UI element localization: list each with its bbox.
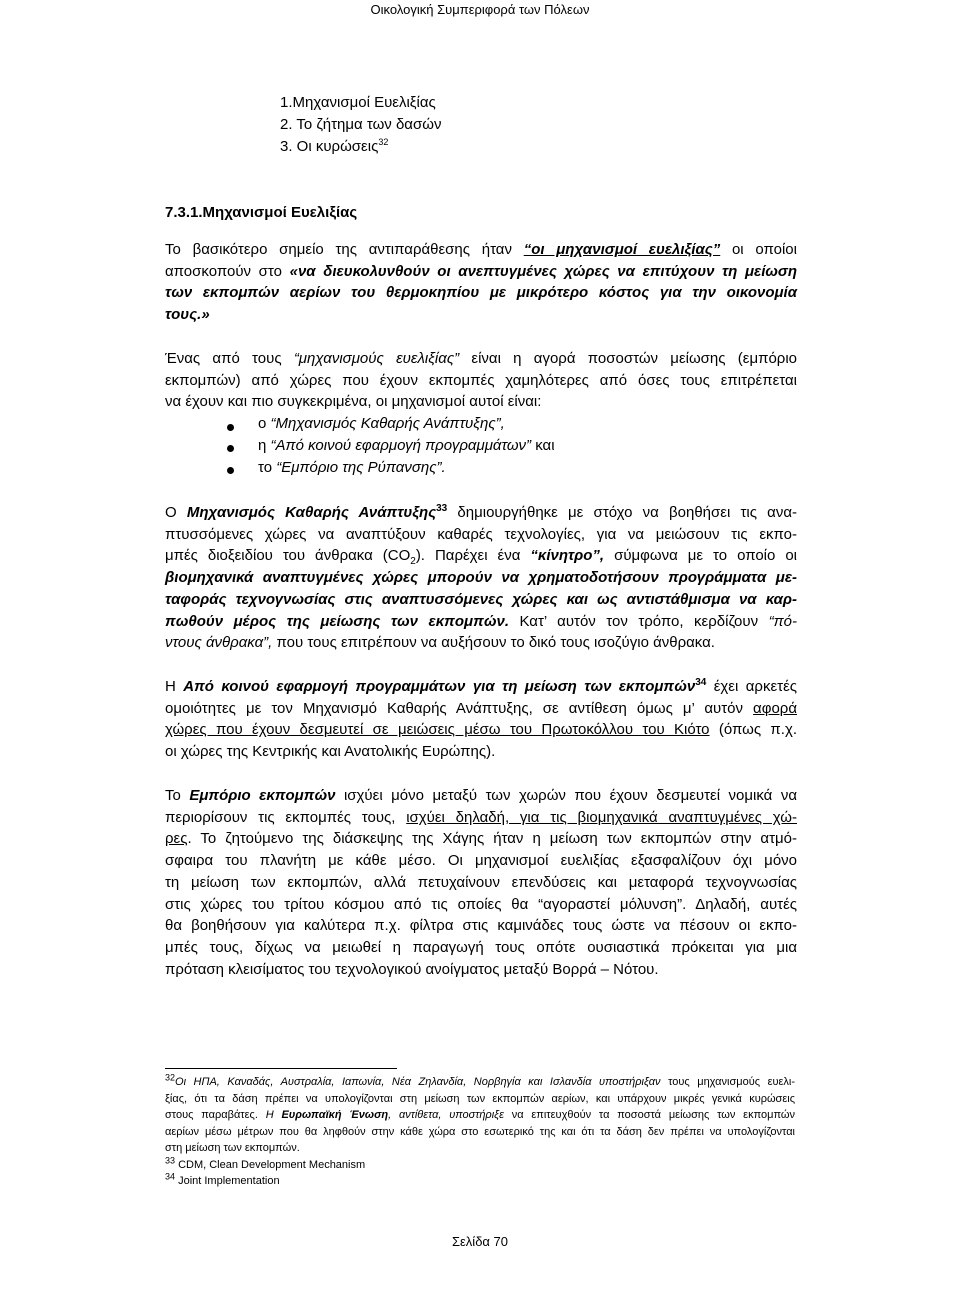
footnote-separator bbox=[165, 1068, 397, 1069]
section-heading: 7.3.1.Μηχανισμοί Ευελιξίας bbox=[165, 204, 358, 221]
paragraph-mechanisms: Ένας από τους “μηχανισμούς ευελιξίας” είναι η αγορά ποσοστών μείωσης (εμπόριο εκπομπών) από χώρες που έχουν εκπομπές χαμηλότερες από όσες τους επιτρέπεται να έχουν και πιο συγκεκριμένα, οι μηχανισμοί αυτοί είναι: bbox=[165, 350, 797, 411]
bullet-icon bbox=[227, 467, 234, 474]
list-item: το “Εμπόριο της Ρύπανσης”. bbox=[258, 459, 446, 476]
toc-item-1: 1.Μηχανισμοί Ευελιξίας bbox=[280, 94, 436, 111]
list-item: ο “Μηχανισμός Καθαρής Ανάπτυξης”, bbox=[258, 415, 505, 432]
page-header: Οικολογική Συμπεριφορά των Πόλεων bbox=[370, 2, 590, 17]
paragraph-joint-implementation: Η Από κοινού εφαρμογή προγραμμάτων για τη μείωση των εκπομπών$^{34}$ έχει αρκετές ομοιότητες με τον Μηχανισμό Καθαρής Ανάπτυξης, σε αντίθεση όμως μ’ αυτόν αφορά χώρες που έχουν δεσμευτεί σε μειώσεις μέσω του Πρωτοκόλλου του Κιότο (όπως π.χ. οι χώρες της Κεντρικής και Ανατολικής Ευρώπης). bbox=[165, 677, 797, 761]
toc-item-2: 2. Το ζήτημα των δασών bbox=[280, 116, 442, 133]
footnote-34: $^{34}$ Joint Implementation bbox=[165, 1171, 280, 1187]
bullet-icon bbox=[227, 424, 234, 431]
page-number: Σελίδα 70 bbox=[451, 1234, 509, 1249]
footnote-ref-34[interactable]: 34 bbox=[695, 677, 707, 688]
footnote-ref-32[interactable]: 32 bbox=[378, 137, 389, 147]
paragraph-emissions-trading: Το Εμπόριο εκπομπών ισχύει μόνο μεταξύ των χωρών που έχουν δεσμευτεί νομικά να περιορίσουν τις εκπομπές τους, ισχύει δηλαδή, για τις βιομηχανικά αναπτυγμένες χώ- ρες. Το ζητούμενο της διάσκεψης της Χάγης ήταν η μείωση των εκπομπών στην ατμό- σφαιρα του πλανήτη με κάθε μέσο. Οι μηχανισμοί ευελιξίας εξασφαλίζουν όχι μόνο τη μείωση των εκπομπών, αλλά πετυχαίνουν επενδύσεις και μεταφορά τεχνογνωσίας στις χώρες του τρίτου κόσμου από τις οποίες θα “αγοραστεί μόλυνση”. Δηλαδή, αυτές θα βοηθήσουν για καλύτερα π.χ. φίλτρα στις καμινάδες τους ώστε να πέσουν οι εκπο- μπές τους, δίχως να μειωθεί η παραγωγή τους οπότε ουσιαστικά πρόκειται για μια πρόταση κλεισίματος του τεχνολογικού ανοίγματος μεταξύ Βορρά – Νότου. bbox=[165, 787, 798, 978]
footnote-33: $^{33}$ CDM, Clean Development Mechanism bbox=[165, 1154, 366, 1171]
footnote-32: $^{32}$Οι ΗΠΑ, Καναδάς, Αυστραλία, Ιαπωνία, Νέα Ζηλανδία, Νορβηγία και Ισλανδία υποστήριξαν τους μηχανισμούς ευελι- bbox=[165, 1072, 795, 1088]
bullet-icon bbox=[227, 445, 234, 452]
list-item: η “Από κοινού εφαρμογή προγραμμάτων” και bbox=[258, 437, 555, 454]
footnote-ref-33[interactable]: 33 bbox=[436, 503, 448, 514]
toc-item-3: 3. Οι κυρώσεις$^{32}$ bbox=[280, 137, 389, 155]
paragraph-flexibility-intro: Το βασικότερο σημείο της αντιπαράθεσης ήταν “οι μηχανισμοί ευελιξίας” οι οποίοι αποσκοπούν στο «να διευκολυνθούν οι ανεπτυγμένες χώρες να επιτύχουν τη μείωση των εκπομπών αερίων του θερμοκηπίου με μικρότερο κόστος για την οικονομία τους.» bbox=[165, 241, 797, 324]
paragraph-cdm: Ο Μηχανισμός Καθαρής Ανάπτυξης$^{33}$ δημιουργήθηκε με στόχο να βοηθήσει τις ανα- πτυσσόμενες χώρες να αναπτύξουν καθαρές τεχνολογίες, για να μειώσουν τις εκπο- μπές διοξειδίου του άνθρακα $(CO_2)$. Παρέχει ένα “κίνητρο”, σύμφωνα με το οποίο οι βιομηχανικά αναπτυγμένες χώρες μπορούν να χρηματοδοτήσουν προγράμματα με- ταφοράς τεχνογνωσίας στις αναπτυσσόμενες χώρες και ως αντιστάθμισμα να καρ- πωθούν μέρος της μείωσης των εκπομπών. Κατ’ αυτόν τον τρόπο, κερδίζουν “πό- ντους άνθρακα”, που τους επιτρέπουν να αυξήσουν το δικό τους ισοζύγιο άνθρακα. bbox=[165, 503, 797, 652]
footnotes: $^{32}$Οι ΗΠΑ, Καναδάς, Αυστραλία, Ιαπωνία, Νέα Ζηλανδία, Νορβηγία και Ισλανδία υποστήριξαν τους μηχανισμούς ευελι- ξίας, ότι τα δάση πρέπει να υπολογίζονται στη μείωση των εκπομπών αερίων, και υπάρχουν μικρές γενικά κυρώσεις στους παραβάτες. Η Ευρωπαϊκή Ένωση, αντίθετα, υποστήριξε να επιτευχθούν τα ποσοστά μείωσης των εκπομπών αερίων μέσω μέτρων που θα ληφθούν στην κάθε χώρα στο εσωτερικό της και ότι τα δάση δεν πρέπει να υπολογίζονται στη μείωση των εκπομπών. $^{33}$ CDM, Clean Development Mechanism $^{34}$ Joint Implementation bbox=[165, 1074, 795, 1190]
